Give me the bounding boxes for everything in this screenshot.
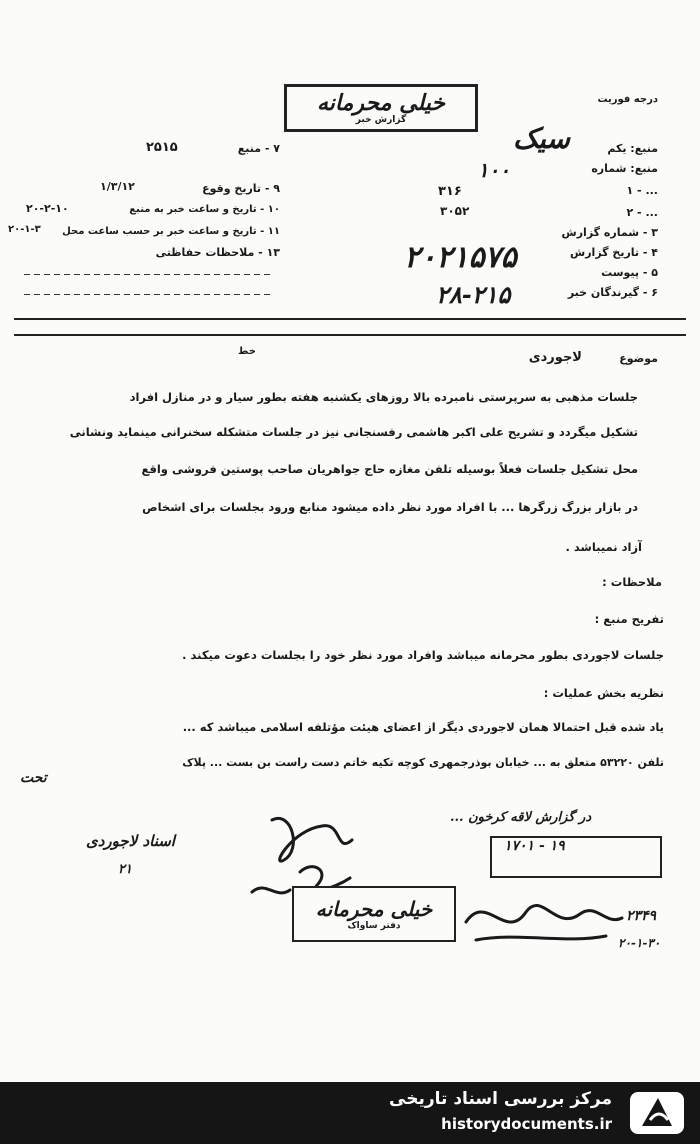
field-7: ۷ - منبع <box>237 142 280 155</box>
priority-label: درجه فوریت <box>597 94 658 105</box>
footer-title: مرکز بررسی اسناد تاریخی <box>389 1089 612 1109</box>
evaluation-label: تفریح منبع : <box>594 612 664 626</box>
header-divider-top <box>14 318 686 320</box>
opinion-line-2: تلفن ۵۳۲۲۰ متعلق به ... خیابان بوذرجمهری کوچه تکیه خاتم دست راست بن بست ... پلاک <box>182 756 664 769</box>
subject-value: لاجوردی <box>528 350 582 365</box>
body-line-1: جلسات مذهبی به سرپرستی نامبرده بالا روزهای یکشنبه هفته بطور سیار و در منازل افراد <box>129 390 638 404</box>
field-9-value: ۱/۳/۱۲ <box>100 180 135 193</box>
field-report-date: ۴ - تاریخ گزارش <box>570 246 658 259</box>
field-2: ۲ - ... <box>626 206 658 219</box>
field-source-number-value: ۱۰۰ <box>477 158 510 182</box>
field-attachment: ۵ - پیوست <box>601 266 658 279</box>
handwritten-ref-3: ۲۰-۱-۳۰ <box>618 936 661 950</box>
bottom-classification-stamp <box>292 886 456 942</box>
stamp-sub-text: گزارش خبر <box>355 115 407 125</box>
field-9: ۹ - تاریخ وقوع <box>202 182 280 195</box>
evaluation-text: جلسات لاجوردی بطور محرمانه میباشد وافراد مورد نظر خود را بجلسات دعوت میکند . <box>182 648 664 662</box>
bottom-stamp-main-text: خیلی محرمانه <box>315 897 433 921</box>
body-line-2: تشکیل میگردد و تشریح علی اکبر هاشمی رفسنجانی نیز در جلسات متشکله سخنرانی مینماید ونشانی <box>69 425 638 439</box>
bottom-signature-scribble <box>456 882 626 952</box>
dash-line-2 <box>24 294 274 295</box>
handwritten-margin-right: تحت <box>20 770 47 786</box>
field-2-value: ۳۰۵۲ <box>440 204 470 218</box>
handwritten-number-2: ۲۸-۲۱۵ <box>436 280 511 309</box>
field-report-number: ۳ - شماره گزارش <box>561 226 658 239</box>
top-classification-stamp <box>284 84 478 132</box>
handwritten-note-left-date: ۲۱ <box>118 862 132 877</box>
handwritten-note-left: اسناد لاجوردی <box>86 832 175 850</box>
handwritten-ref-2: ۲۳۴۹ <box>626 908 657 924</box>
field-source-number: منبع: شماره <box>591 162 658 175</box>
body-line-5: آزاد نمیباشد . <box>565 540 642 554</box>
reference-box <box>490 836 662 878</box>
field-1-value: ۳۱۶ <box>438 184 462 199</box>
field-source-first-value: سیک <box>513 122 570 155</box>
handwritten-note-center: در گزارش لاقه کرخون ... <box>450 810 592 825</box>
field-1: ۱ - ... <box>626 184 658 197</box>
subject-margin-note: خط <box>238 346 256 357</box>
stamp-main-text: خیلی محرمانه <box>316 90 446 116</box>
handwritten-number-1: ۲۰۲۱۵۷۵ <box>404 240 517 275</box>
field-11: ۱۱ - تاریخ و ساعت خبر بر حسب ساعت محل <box>62 226 280 237</box>
body-line-4: در بازار بزرگ زرگرها ... با افراد مورد نظر داده میشود منابع ورود بجلسات برای اشخاص <box>142 500 638 514</box>
field-recipients: ۶ - گیرندگان خبر <box>567 286 658 299</box>
field-10: ۱۰ - تاریخ و ساعت خبر به منبع <box>129 204 280 215</box>
field-11-value: ۲۰-۱-۳ <box>8 224 41 235</box>
field-source-first: منبع: یکم <box>607 142 658 155</box>
opinion-line-1: یاد شده قبل احتمالا همان لاجوردی دیگر از اعضای هیئت مؤتلفه اسلامی میباشد که ... <box>182 720 664 734</box>
archive-footer <box>0 1082 700 1144</box>
opinion-label: نظریه بخش عملیات : <box>543 686 664 700</box>
field-10-value: ۲۰-۲-۱۰ <box>26 202 69 215</box>
field-13: ۱۳ - ملاحظات حفاظتی <box>155 246 280 259</box>
header-divider-bottom <box>14 334 686 336</box>
subject-label: موضوع <box>619 352 658 365</box>
body-line-3: محل تشکیل جلسات فعلاً بوسیله تلفن مغازه حاج جواهریان صاحب پوستین فروشی واقع <box>141 462 638 476</box>
footer-url[interactable]: historydocuments.ir <box>441 1115 612 1133</box>
document-center-logo-icon <box>628 1090 686 1136</box>
bottom-stamp-sub-text: دفتر ساواک <box>347 921 401 931</box>
notes-label: ملاحظات : <box>602 575 662 589</box>
dash-line-1 <box>24 274 274 275</box>
handwritten-ref-1: ۱۷۰۱ - ۱۹ <box>504 838 565 854</box>
field-7-value: ۲۵۱۵ <box>146 140 178 155</box>
